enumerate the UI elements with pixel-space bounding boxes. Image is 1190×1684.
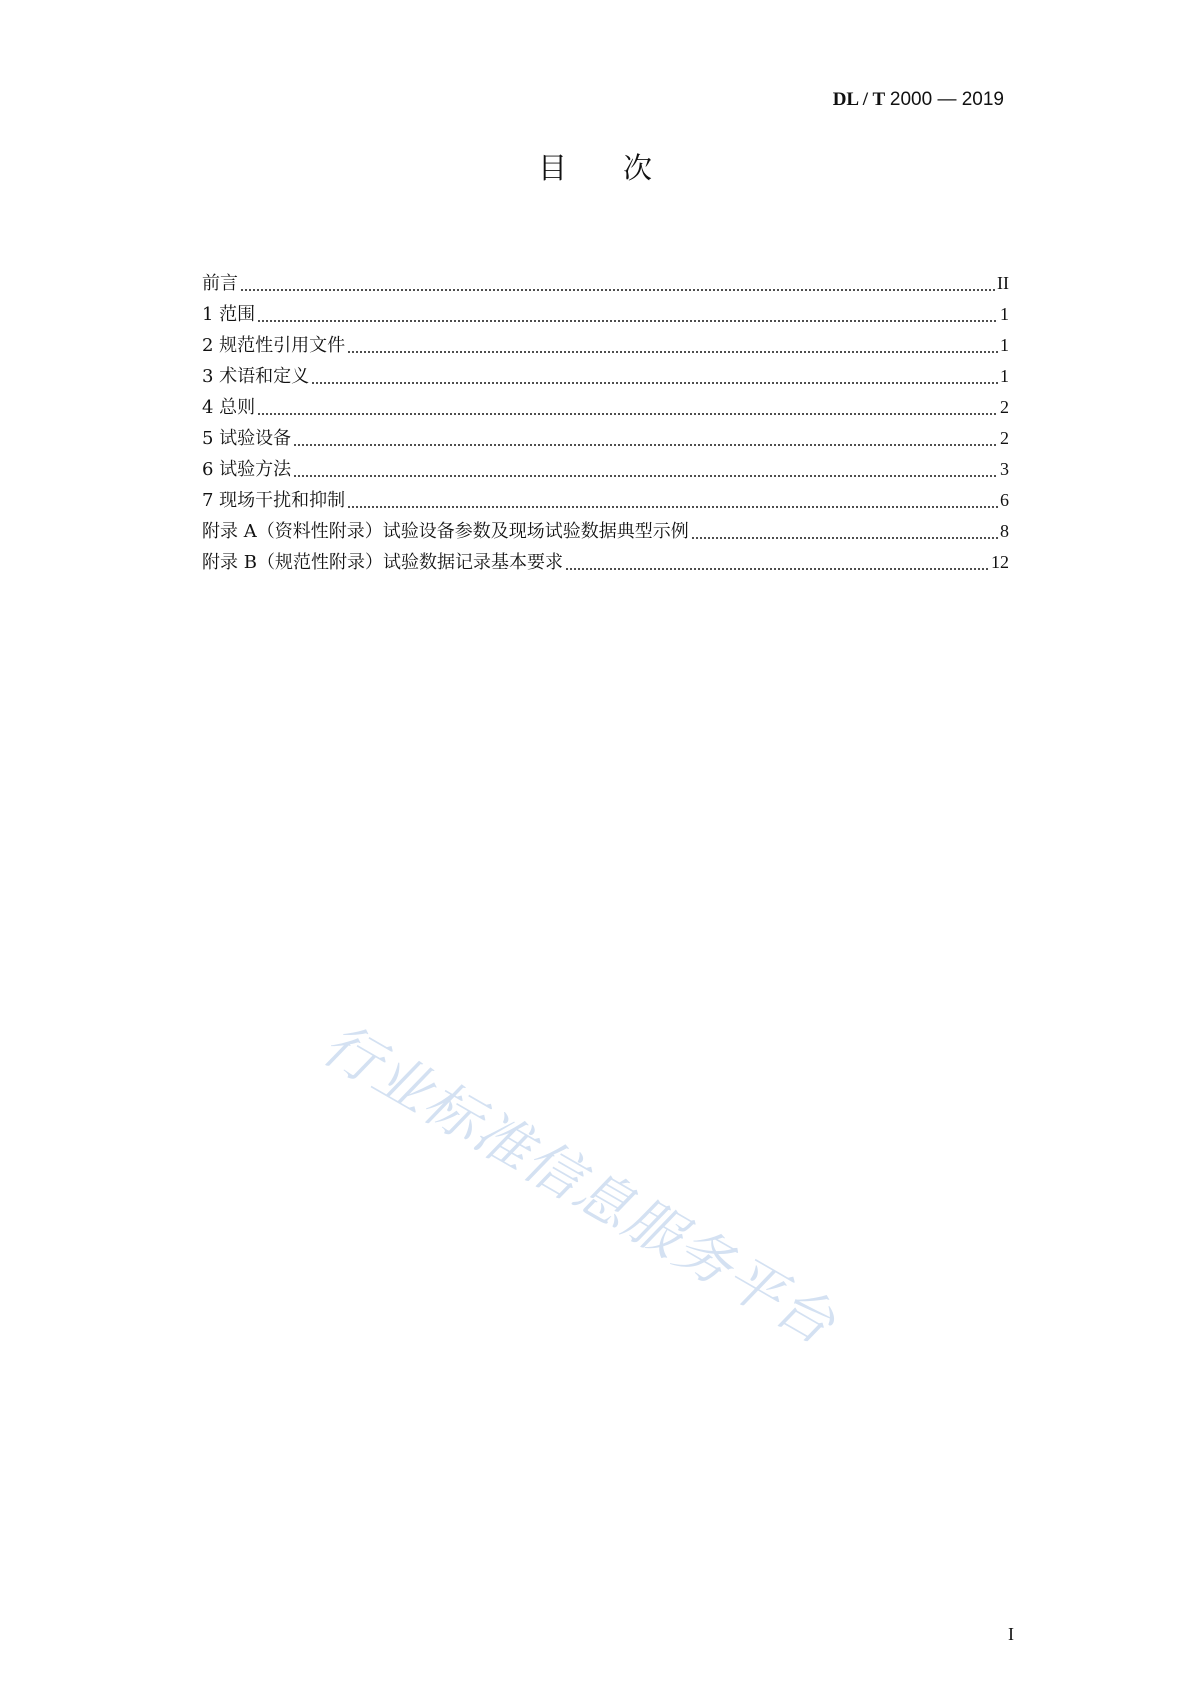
toc-entry-label: 附录 B（规范性附录）试验数据记录基本要求 xyxy=(202,552,563,573)
toc-entry-appendix-b[interactable] xyxy=(202,547,1009,578)
toc-entry-page: 2 xyxy=(1000,428,1009,448)
toc-entry-label: 6 试验方法 xyxy=(202,459,292,480)
toc-dot-leader xyxy=(347,506,998,508)
page-title-char-1: 目 xyxy=(537,151,567,185)
standard-number: 2000 — 2019 xyxy=(889,89,1004,110)
toc-entry-label: 7 现场干扰和抑制 xyxy=(202,490,346,511)
toc-entry-label: 附录 A（资料性附录）试验设备参数及现场试验数据典型示例 xyxy=(202,521,689,542)
toc-entry-label: 2 规范性引用文件 xyxy=(202,335,346,356)
toc-entry-page: 1 xyxy=(1000,304,1009,324)
toc-entry-label: 5 试验设备 xyxy=(202,428,292,449)
toc-dot-leader xyxy=(691,537,998,539)
toc-entry-label: 前言 xyxy=(202,273,238,294)
toc-entry-terms-definitions[interactable] xyxy=(202,361,1009,392)
toc-entry-normative-references[interactable] xyxy=(202,330,1009,361)
toc-dot-leader xyxy=(293,444,998,446)
standard-code xyxy=(833,88,1004,112)
toc-entry-page: 6 xyxy=(1000,490,1009,510)
toc-entry-interference-suppression[interactable] xyxy=(202,485,1009,516)
toc-dot-leader xyxy=(565,568,989,570)
toc-entry-label: 1 范围 xyxy=(202,304,256,325)
toc-dot-leader xyxy=(257,320,998,322)
toc-entry-page: 3 xyxy=(1000,459,1009,479)
toc-dot-leader xyxy=(257,413,998,415)
toc-entry-test-equipment[interactable] xyxy=(202,423,1009,454)
toc-entry-label: 4 总则 xyxy=(202,397,256,418)
watermark: 行业标准信息服务平台 xyxy=(311,1011,847,1359)
toc-entry-appendix-a[interactable] xyxy=(202,516,1009,547)
page-title xyxy=(0,150,1190,186)
toc-dot-leader xyxy=(347,351,998,353)
standard-prefix: DL / T xyxy=(832,89,886,110)
toc-dot-leader xyxy=(240,289,995,291)
toc-entry-general[interactable] xyxy=(202,392,1009,423)
page-number: I xyxy=(1008,1624,1014,1644)
toc-entry-page: 12 xyxy=(991,552,1009,572)
toc-entry-page: II xyxy=(997,273,1009,293)
table-of-contents xyxy=(202,268,1009,578)
toc-entry-page: 1 xyxy=(1000,335,1009,355)
toc-dot-leader xyxy=(311,382,998,384)
toc-entry-page: 1 xyxy=(1000,366,1009,386)
toc-entry-foreword[interactable] xyxy=(202,268,1009,299)
toc-entry-page: 2 xyxy=(1000,397,1009,417)
page-title-char-2: 次 xyxy=(623,151,653,185)
toc-entry-label: 3 术语和定义 xyxy=(202,366,310,387)
toc-entry-scope[interactable] xyxy=(202,299,1009,330)
toc-dot-leader xyxy=(293,475,998,477)
toc-entry-test-methods[interactable] xyxy=(202,454,1009,485)
toc-entry-page: 8 xyxy=(1000,521,1009,541)
